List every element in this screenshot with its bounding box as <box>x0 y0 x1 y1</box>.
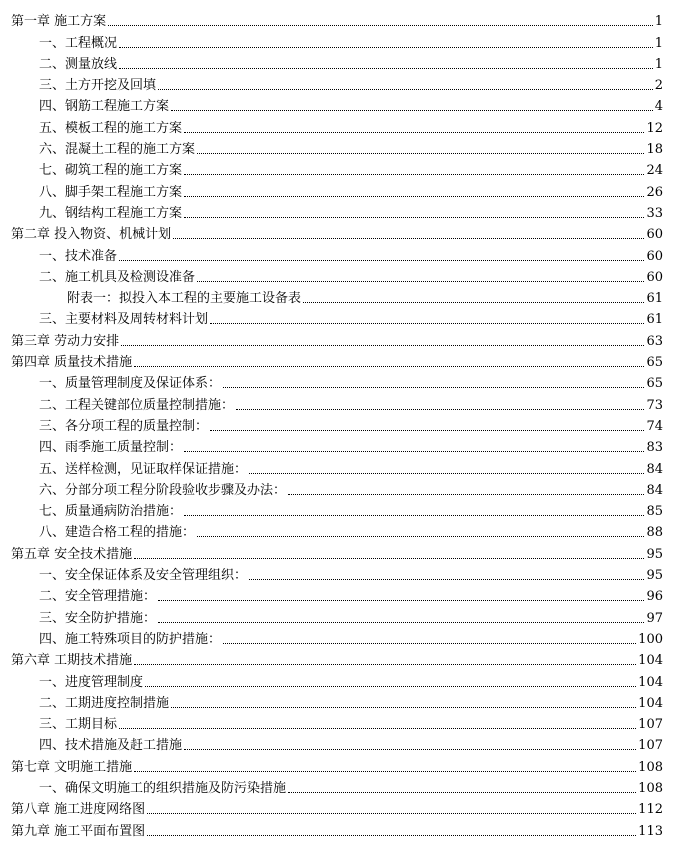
toc-entry-title: 二、测量放线 <box>39 56 118 72</box>
toc-page-number: 84 <box>646 461 663 477</box>
toc-page-number: 97 <box>646 610 663 626</box>
toc-dot-leader <box>158 88 653 90</box>
toc-chapter-entry[interactable] <box>0 647 691 668</box>
toc-entry-title: 第七章 文明施工措施 <box>11 759 133 775</box>
toc-dot-leader <box>184 216 644 218</box>
toc-dot-leader <box>119 259 644 261</box>
toc-appendix-entry[interactable] <box>0 285 691 306</box>
toc-page-number: 24 <box>646 163 663 179</box>
toc-dot-leader <box>134 770 636 772</box>
toc-dot-leader <box>145 685 636 687</box>
toc-entry-title: 三、主要材料及周转材料计划 <box>39 312 209 328</box>
toc-entry-title: 三、安全防护措施： <box>39 610 157 626</box>
toc-entry-title: 第九章 施工平面布置图 <box>11 823 146 839</box>
toc-section-entry[interactable] <box>0 51 691 72</box>
toc-dot-leader <box>184 514 644 516</box>
toc-dot-leader <box>171 109 653 111</box>
toc-section-entry[interactable] <box>0 690 691 711</box>
toc-section-entry[interactable] <box>0 668 691 689</box>
toc-section-entry[interactable] <box>0 604 691 625</box>
toc-entry-title: 一、进度管理制度 <box>39 674 144 690</box>
toc-page-number: 84 <box>646 482 663 498</box>
toc-dot-leader <box>223 642 636 644</box>
toc-dot-leader <box>147 834 636 836</box>
toc-page-number: 85 <box>646 504 663 520</box>
toc-page-number: 60 <box>646 269 663 285</box>
toc-chapter-entry[interactable] <box>0 540 691 561</box>
toc-dot-leader <box>288 791 636 793</box>
toc-dot-leader <box>184 748 636 750</box>
toc-dot-leader <box>210 322 644 324</box>
toc-entry-title: 二、施工机具及检测设准备 <box>39 269 196 285</box>
toc-entry-title: 第五章 安全技术措施 <box>11 546 133 562</box>
toc-dot-leader <box>223 386 644 388</box>
toc-page-number: 96 <box>646 589 663 605</box>
toc-entry-title: 七、质量通病防治措施： <box>39 504 183 520</box>
toc-dot-leader <box>108 24 653 26</box>
toc-section-entry[interactable] <box>0 626 691 647</box>
toc-page-number: 107 <box>638 717 663 733</box>
toc-page-number: 2 <box>654 78 663 94</box>
toc-section-entry[interactable] <box>0 72 691 93</box>
toc-dot-leader <box>158 599 644 601</box>
toc-section-entry[interactable] <box>0 477 691 498</box>
toc-page-number: 104 <box>638 653 663 669</box>
toc-page-number: 26 <box>646 184 663 200</box>
toc-page-number: 95 <box>646 546 663 562</box>
toc-entry-title: 三、工期目标 <box>39 717 118 733</box>
toc-entry-title: 第六章 工期技术措施 <box>11 653 133 669</box>
toc-section-entry[interactable] <box>0 200 691 221</box>
toc-dot-leader <box>197 280 644 282</box>
toc-chapter-entry[interactable] <box>0 349 691 370</box>
toc-entry-title: 二、工期进度控制措施 <box>39 695 170 711</box>
toc-entry-title: 一、安全保证体系及安全管理组织： <box>39 568 248 584</box>
toc-dot-leader <box>171 706 636 708</box>
toc-page-number: 1 <box>654 56 663 72</box>
toc-entry-title: 一、技术准备 <box>39 248 118 264</box>
toc-entry-title: 三、各分项工程的质量控制： <box>39 418 209 434</box>
toc-dot-leader <box>236 408 644 410</box>
toc-section-entry[interactable] <box>0 711 691 732</box>
toc-section-entry[interactable] <box>0 370 691 391</box>
toc-dot-leader <box>184 195 644 197</box>
toc-page-number: 61 <box>646 312 663 328</box>
toc-section-entry[interactable] <box>0 264 691 285</box>
toc-dot-leader <box>197 152 644 154</box>
toc-dot-leader <box>184 173 644 175</box>
toc-page-number: 65 <box>646 355 663 371</box>
toc-entry-title: 五、模板工程的施工方案 <box>39 120 183 136</box>
toc-page-number: 95 <box>646 568 663 584</box>
toc-entry-title: 第四章 质量技术措施 <box>11 355 133 371</box>
toc-page-number: 74 <box>646 418 663 434</box>
toc-page-number: 65 <box>646 376 663 392</box>
toc-page-number: 83 <box>646 440 663 456</box>
toc-dot-leader <box>158 621 644 623</box>
toc-entry-title: 二、安全管理措施： <box>39 589 157 605</box>
toc-entry-title: 附表一：拟投入本工程的主要施工设备表 <box>67 291 302 307</box>
toc-dot-leader <box>288 493 644 495</box>
table-of-contents <box>0 8 691 839</box>
toc-chapter-entry[interactable] <box>0 221 691 242</box>
toc-page-number: 33 <box>646 205 663 221</box>
toc-entry-title: 九、钢结构工程施工方案 <box>39 205 183 221</box>
toc-page-number: 63 <box>646 333 663 349</box>
toc-section-entry[interactable] <box>0 306 691 327</box>
toc-dot-leader <box>173 237 644 239</box>
toc-chapter-entry[interactable] <box>0 753 691 774</box>
toc-entry-title: 二、工程关键部位质量控制措施： <box>39 397 235 413</box>
toc-entry-title: 第二章 投入物资、机械计划 <box>11 227 172 243</box>
toc-dot-leader <box>147 812 636 814</box>
toc-section-entry[interactable] <box>0 413 691 434</box>
toc-entry-title: 五、送样检测，见证取样保证措施： <box>39 461 248 477</box>
toc-section-entry[interactable] <box>0 242 691 263</box>
toc-dot-leader <box>249 472 644 474</box>
toc-chapter-entry[interactable] <box>0 8 691 29</box>
toc-page-number: 88 <box>646 525 663 541</box>
toc-entry-title: 八、建造合格工程的措施： <box>39 525 196 541</box>
toc-entry-title: 四、钢筋工程施工方案 <box>39 99 170 115</box>
toc-dot-leader <box>184 131 644 133</box>
toc-section-entry[interactable] <box>0 732 691 753</box>
toc-section-entry[interactable] <box>0 455 691 476</box>
toc-entry-title: 六、混凝土工程的施工方案 <box>39 142 196 158</box>
toc-dot-leader <box>197 535 644 537</box>
toc-dot-leader <box>119 46 653 48</box>
toc-section-entry[interactable] <box>0 562 691 583</box>
toc-dot-leader <box>134 557 644 559</box>
toc-page-number: 104 <box>638 674 663 690</box>
toc-entry-title: 第一章 施工方案 <box>11 14 107 30</box>
toc-dot-leader <box>210 429 644 431</box>
toc-page-number: 60 <box>646 227 663 243</box>
toc-chapter-entry[interactable] <box>0 796 691 817</box>
toc-entry-title: 一、工程概况 <box>39 35 118 51</box>
toc-page-number: 112 <box>638 802 663 818</box>
toc-section-entry[interactable] <box>0 583 691 604</box>
toc-section-entry[interactable] <box>0 775 691 796</box>
toc-dot-leader <box>134 365 644 367</box>
toc-dot-leader <box>249 578 644 580</box>
toc-page-number: 1 <box>654 14 663 30</box>
toc-section-entry[interactable] <box>0 498 691 519</box>
toc-entry-title: 第三章 劳动力安排 <box>11 333 120 349</box>
toc-page-number: 60 <box>646 248 663 264</box>
toc-entry-title: 六、分部分项工程分阶段验收步骤及办法： <box>39 482 287 498</box>
toc-entry-title: 七、砌筑工程的施工方案 <box>39 163 183 179</box>
toc-section-entry[interactable] <box>0 391 691 412</box>
toc-entry-title: 第八章 施工进度网络图 <box>11 802 146 818</box>
toc-page-number: 113 <box>638 823 663 839</box>
toc-section-entry[interactable] <box>0 178 691 199</box>
toc-dot-leader <box>119 727 636 729</box>
toc-section-entry[interactable] <box>0 136 691 157</box>
toc-entry-title: 四、技术措施及赶工措施 <box>39 738 183 754</box>
toc-section-entry[interactable] <box>0 29 691 50</box>
toc-entry-title: 四、雨季施工质量控制： <box>39 440 183 456</box>
toc-dot-leader <box>121 344 644 346</box>
toc-page-number: 108 <box>638 780 663 796</box>
toc-section-entry[interactable] <box>0 157 691 178</box>
toc-dot-leader <box>303 301 644 303</box>
toc-page-number: 18 <box>646 142 663 158</box>
toc-page-number: 100 <box>638 631 663 647</box>
toc-section-entry[interactable] <box>0 519 691 540</box>
toc-page-number: 12 <box>646 120 663 136</box>
toc-chapter-entry[interactable] <box>0 817 691 838</box>
toc-section-entry[interactable] <box>0 93 691 114</box>
toc-chapter-entry[interactable] <box>0 327 691 348</box>
toc-page-number: 1 <box>654 35 663 51</box>
toc-page-number: 4 <box>654 99 663 115</box>
toc-page-number: 61 <box>646 291 663 307</box>
toc-page-number: 104 <box>638 695 663 711</box>
toc-dot-leader <box>134 663 636 665</box>
toc-entry-title: 一、质量管理制度及保证体系： <box>39 376 222 392</box>
toc-entry-title: 四、施工特殊项目的防护措施： <box>39 631 222 647</box>
toc-entry-title: 八、脚手架工程施工方案 <box>39 184 183 200</box>
toc-section-entry[interactable] <box>0 114 691 135</box>
toc-page-number: 73 <box>646 397 663 413</box>
toc-dot-leader <box>119 67 653 69</box>
toc-dot-leader <box>184 450 644 452</box>
toc-page-number: 107 <box>638 738 663 754</box>
toc-page-number: 108 <box>638 759 663 775</box>
toc-entry-title: 一、确保文明施工的组织措施及防污染措施 <box>39 780 287 796</box>
toc-entry-title: 三、土方开挖及回填 <box>39 78 157 94</box>
toc-section-entry[interactable] <box>0 434 691 455</box>
